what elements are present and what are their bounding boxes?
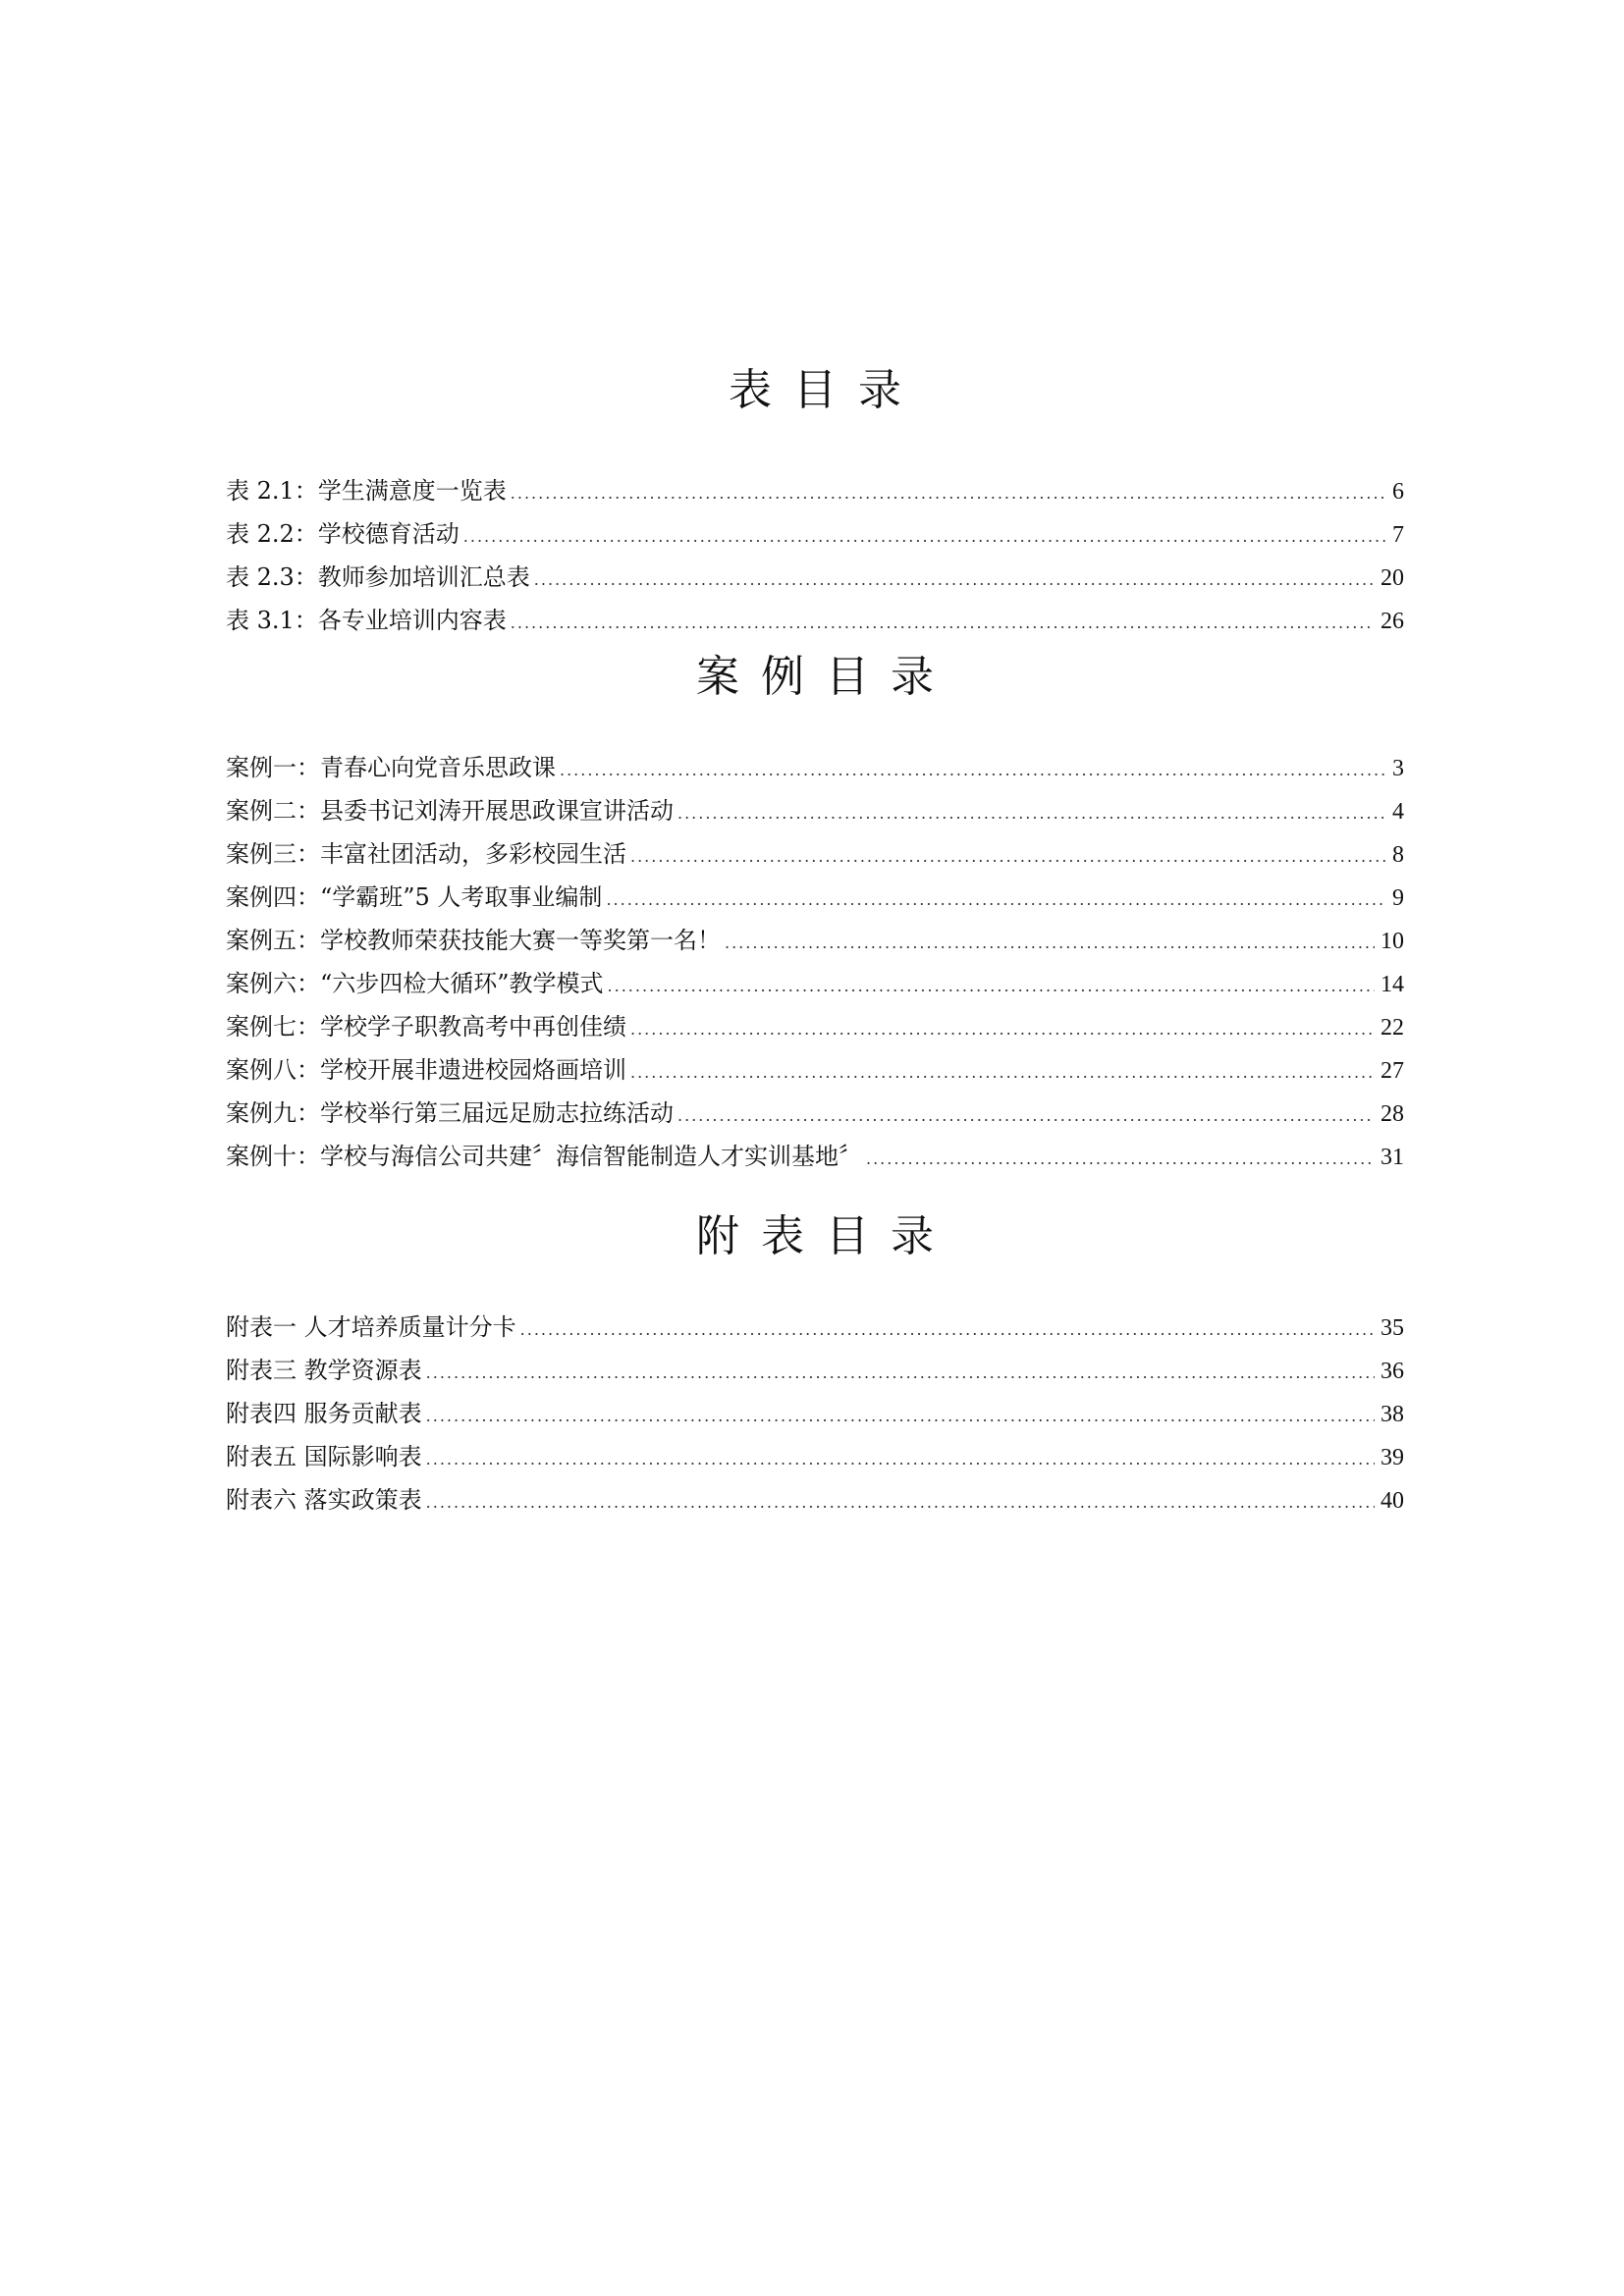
toc-entry-label: 表 3.1：各专业培训内容表 <box>226 607 507 634</box>
toc-entry[interactable] <box>226 1478 1404 1522</box>
toc-entry-page: 10 <box>1380 929 1404 954</box>
toc-entry-page: 31 <box>1380 1145 1404 1170</box>
dot-leader <box>426 1395 1375 1438</box>
dot-leader <box>534 559 1375 602</box>
toc-entry[interactable] <box>226 1135 1404 1178</box>
toc-entry-page: 14 <box>1380 972 1404 997</box>
case-index-section <box>226 648 1404 1178</box>
toc-entry-label: 表 2.3：教师参加培训汇总表 <box>226 563 530 591</box>
dot-leader <box>426 1481 1375 1524</box>
appendix-index-section <box>226 1207 1404 1522</box>
toc-entry-label: 案例四：“学霸班”5 人考取事业编制 <box>226 883 603 911</box>
toc-entry[interactable] <box>226 599 1404 642</box>
toc-entry-label: 案例二：县委书记刘涛开展思政课宣讲活动 <box>226 797 674 825</box>
dot-leader <box>560 749 1386 792</box>
appendix-index-title: 附表目录 <box>696 1211 955 1261</box>
toc-entry-label: 案例一：青春心向党音乐思政课 <box>226 754 556 781</box>
dot-leader <box>630 835 1386 879</box>
toc-entry-label: 附表五 国际影响表 <box>226 1443 422 1470</box>
toc-entry[interactable] <box>226 962 1404 1005</box>
dot-leader <box>606 879 1386 922</box>
toc-entry-page: 36 <box>1380 1359 1404 1384</box>
toc-entry-page: 9 <box>1392 885 1404 911</box>
toc-entry-page: 27 <box>1380 1058 1404 1084</box>
toc-entry-label: 附表四 服务贡献表 <box>226 1400 422 1427</box>
toc-entry-label: 附表一 人才培养质量计分卡 <box>226 1313 516 1341</box>
toc-entry[interactable] <box>226 876 1404 919</box>
toc-entry-page: 35 <box>1380 1315 1404 1341</box>
toc-entry-page: 39 <box>1380 1445 1404 1470</box>
dot-leader <box>677 1095 1375 1138</box>
dot-leader <box>426 1352 1375 1395</box>
dot-leader <box>677 792 1386 835</box>
toc-entry-page: 3 <box>1392 756 1404 781</box>
toc-entry[interactable] <box>226 556 1404 599</box>
table-index-section <box>226 361 1404 642</box>
dot-leader <box>630 1051 1375 1095</box>
table-index-list <box>226 469 1404 642</box>
dot-leader <box>426 1438 1375 1481</box>
case-index-list <box>226 746 1404 1178</box>
dot-leader <box>463 515 1386 559</box>
toc-entry-label: 案例三：丰富社团活动，多彩校园生活 <box>226 840 626 868</box>
dot-leader <box>725 922 1375 965</box>
toc-entry-label: 附表三 教学资源表 <box>226 1357 422 1384</box>
toc-entry[interactable] <box>226 832 1404 876</box>
toc-entry-page: 8 <box>1392 842 1404 868</box>
toc-entry[interactable] <box>226 469 1404 512</box>
toc-entry[interactable] <box>226 1435 1404 1478</box>
toc-entry-page: 7 <box>1392 522 1404 548</box>
toc-entry[interactable] <box>226 746 1404 789</box>
toc-entry-label: 案例九：学校举行第三届远足励志拉练活动 <box>226 1099 674 1127</box>
dot-leader <box>520 1308 1375 1352</box>
toc-entry-page: 38 <box>1380 1402 1404 1427</box>
toc-entry-page: 22 <box>1380 1015 1404 1041</box>
toc-entry[interactable] <box>226 1306 1404 1349</box>
appendix-index-list <box>226 1306 1404 1522</box>
toc-entry-label: 案例八：学校开展非遗进校园烙画培训 <box>226 1056 626 1084</box>
toc-entry[interactable] <box>226 789 1404 832</box>
toc-entry-label: 案例六：“六步四检大循环”教学模式 <box>226 970 604 997</box>
dot-leader <box>511 472 1386 515</box>
toc-entry-page: 6 <box>1392 479 1404 505</box>
toc-entry[interactable] <box>226 1005 1404 1048</box>
toc-entry-page: 40 <box>1380 1488 1404 1514</box>
case-index-title: 案例目录 <box>696 652 955 702</box>
toc-entry-label: 案例十：学校与海信公司共建〞海信智能制造人才实训基地〞 <box>226 1143 862 1170</box>
toc-entry[interactable] <box>226 1048 1404 1092</box>
toc-entry-page: 26 <box>1380 609 1404 634</box>
toc-entry[interactable] <box>226 919 1404 962</box>
dot-leader <box>511 602 1375 645</box>
toc-entry[interactable] <box>226 1392 1404 1435</box>
toc-entry-page: 20 <box>1380 565 1404 591</box>
toc-entry-label: 附表六 落实政策表 <box>226 1486 422 1514</box>
toc-entry[interactable] <box>226 1092 1404 1135</box>
dot-leader <box>608 965 1375 1008</box>
dot-leader <box>630 1008 1375 1051</box>
toc-entry-label: 案例五：学校教师荣获技能大赛一等奖第一名！ <box>226 927 721 954</box>
dot-leader <box>866 1138 1375 1181</box>
toc-entry[interactable] <box>226 1349 1404 1392</box>
toc-entry[interactable] <box>226 512 1404 556</box>
table-index-title: 表目录 <box>729 365 923 415</box>
toc-entry-page: 4 <box>1392 799 1404 825</box>
toc-entry-label: 表 2.1：学生满意度一览表 <box>226 477 507 505</box>
toc-entry-label: 表 2.2：学校德育活动 <box>226 520 460 548</box>
toc-entry-label: 案例七：学校学子职教高考中再创佳绩 <box>226 1013 626 1041</box>
toc-entry-page: 28 <box>1380 1101 1404 1127</box>
